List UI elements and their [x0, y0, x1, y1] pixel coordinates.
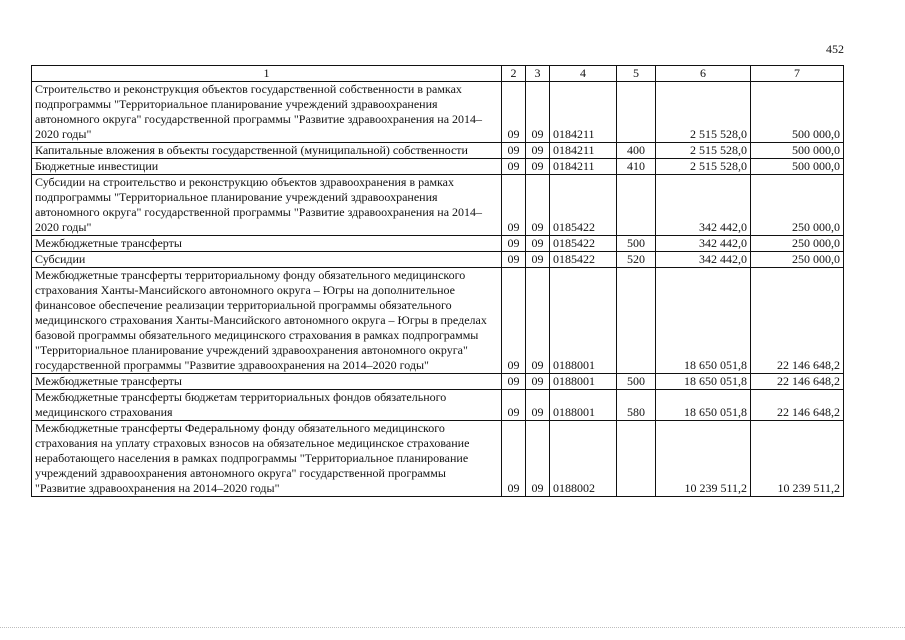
amount-year1-cell: 10 239 511,2	[656, 421, 751, 497]
amount-year2-cell: 22 146 648,2	[751, 390, 844, 421]
target-article-cell: 0185422	[550, 175, 617, 236]
subsection-cell: 09	[526, 252, 550, 268]
subsection-cell: 09	[526, 390, 550, 421]
target-article-cell: 0188001	[550, 374, 617, 390]
table-row	[32, 421, 844, 497]
amount-year2-cell: 10 239 511,2	[751, 421, 844, 497]
item-name-cell: Субсидии на строительство и реконструкцию объектов здравоохранения в рамках подпрограммы "Территориальное планирование учреждений здравоохранения автономного округа" государственной программы "Развитие здравоохранения на 2014–2020 годы"	[32, 175, 502, 236]
expense-type-cell	[617, 175, 656, 236]
table-row	[32, 82, 844, 143]
section-cell: 09	[502, 82, 526, 143]
subsection-cell: 09	[526, 159, 550, 175]
amount-year2-cell: 500 000,0	[751, 159, 844, 175]
item-name-cell: Строительство и реконструкция объектов государственной собственности в рамках подпрограммы "Территориальное планирование учреждений здравоохранения автономного округа" государственной программы "Развитие здравоохранения на 2014–2020 годы"	[32, 82, 502, 143]
target-article-cell: 0185422	[550, 236, 617, 252]
item-name-cell: Межбюджетные трансферты территориальному фонду обязательного медицинского страхования Ханты-Мансийского автономного округа – Югры на дополнительное финансовое обеспечение реализации территориальной программы обязательного медицинского страхования Ханты-Мансийского автономного округа – Югры в пределах базовой программы обязательного медицинского страхования в рамках подпрограммы "Территориальное планирование учреждений здравоохранения автономного округа" государственной программы "Развитие здравоохранения на 2014–2020 годы"	[32, 268, 502, 374]
subsection-cell: 09	[526, 175, 550, 236]
amount-year1-cell: 2 515 528,0	[656, 143, 751, 159]
item-name-cell: Межбюджетные трансферты бюджетам территориальных фондов обязательного медицинского страхования	[32, 390, 502, 421]
amount-year2-cell: 250 000,0	[751, 236, 844, 252]
subsection-cell: 09	[526, 82, 550, 143]
amount-year2-cell: 500 000,0	[751, 82, 844, 143]
item-name-cell: Межбюджетные трансферты Федеральному фонду обязательного медицинского страхования на уплату страховых взносов на обязательное медицинское страхование неработающего населения в рамках подпрограммы "Территориальное планирование учреждений здравоохранения автономного округа" государственной программы "Развитие здравоохранения на 2014–2020 годы"	[32, 421, 502, 497]
subsection-cell: 09	[526, 268, 550, 374]
target-article-cell: 0185422	[550, 252, 617, 268]
subsection-cell: 09	[526, 421, 550, 497]
expense-type-cell: 410	[617, 159, 656, 175]
table-row	[32, 143, 844, 159]
column-header: 4	[550, 66, 617, 82]
amount-year1-cell: 342 442,0	[656, 252, 751, 268]
column-header: 6	[656, 66, 751, 82]
target-article-cell: 0184211	[550, 82, 617, 143]
section-cell: 09	[502, 175, 526, 236]
subsection-cell: 09	[526, 374, 550, 390]
item-name-cell: Бюджетные инвестиции	[32, 159, 502, 175]
item-name-cell: Капитальные вложения в объекты государственной (муниципальной) собственности	[32, 143, 502, 159]
table-row	[32, 268, 844, 374]
expense-type-cell: 500	[617, 374, 656, 390]
amount-year1-cell: 342 442,0	[656, 175, 751, 236]
target-article-cell: 0188001	[550, 268, 617, 374]
amount-year2-cell: 22 146 648,2	[751, 268, 844, 374]
page-number: 452	[826, 42, 844, 56]
section-cell: 09	[502, 143, 526, 159]
column-header: 3	[526, 66, 550, 82]
amount-year2-cell: 500 000,0	[751, 143, 844, 159]
expense-type-cell	[617, 82, 656, 143]
section-cell: 09	[502, 252, 526, 268]
item-name-cell: Субсидии	[32, 252, 502, 268]
table-header-row	[32, 66, 844, 82]
section-cell: 09	[502, 421, 526, 497]
amount-year2-cell: 250 000,0	[751, 175, 844, 236]
target-article-cell: 0184211	[550, 159, 617, 175]
target-article-cell: 0188001	[550, 390, 617, 421]
column-header: 7	[751, 66, 844, 82]
section-cell: 09	[502, 236, 526, 252]
expense-type-cell: 520	[617, 252, 656, 268]
amount-year2-cell: 22 146 648,2	[751, 374, 844, 390]
section-cell: 09	[502, 390, 526, 421]
table-row	[32, 175, 844, 236]
column-header: 2	[502, 66, 526, 82]
subsection-cell: 09	[526, 236, 550, 252]
amount-year1-cell: 18 650 051,8	[656, 390, 751, 421]
table-row	[32, 159, 844, 175]
expense-type-cell: 400	[617, 143, 656, 159]
section-cell: 09	[502, 374, 526, 390]
column-header: 1	[32, 66, 502, 82]
scan-edge-line	[0, 627, 905, 628]
amount-year1-cell: 2 515 528,0	[656, 159, 751, 175]
target-article-cell: 0184211	[550, 143, 617, 159]
item-name-cell: Межбюджетные трансферты	[32, 236, 502, 252]
amount-year2-cell: 250 000,0	[751, 252, 844, 268]
amount-year1-cell: 2 515 528,0	[656, 82, 751, 143]
subsection-cell: 09	[526, 143, 550, 159]
amount-year1-cell: 18 650 051,8	[656, 374, 751, 390]
expense-type-cell: 580	[617, 390, 656, 421]
expense-type-cell	[617, 421, 656, 497]
item-name-cell: Межбюджетные трансферты	[32, 374, 502, 390]
amount-year1-cell: 342 442,0	[656, 236, 751, 252]
target-article-cell: 0188002	[550, 421, 617, 497]
section-cell: 09	[502, 159, 526, 175]
table-row	[32, 390, 844, 421]
table-row	[32, 252, 844, 268]
table-row	[32, 374, 844, 390]
expense-type-cell: 500	[617, 236, 656, 252]
amount-year1-cell: 18 650 051,8	[656, 268, 751, 374]
budget-table-body	[32, 66, 844, 497]
section-cell: 09	[502, 268, 526, 374]
budget-table	[31, 65, 844, 497]
column-header: 5	[617, 66, 656, 82]
table-row	[32, 236, 844, 252]
expense-type-cell	[617, 268, 656, 374]
